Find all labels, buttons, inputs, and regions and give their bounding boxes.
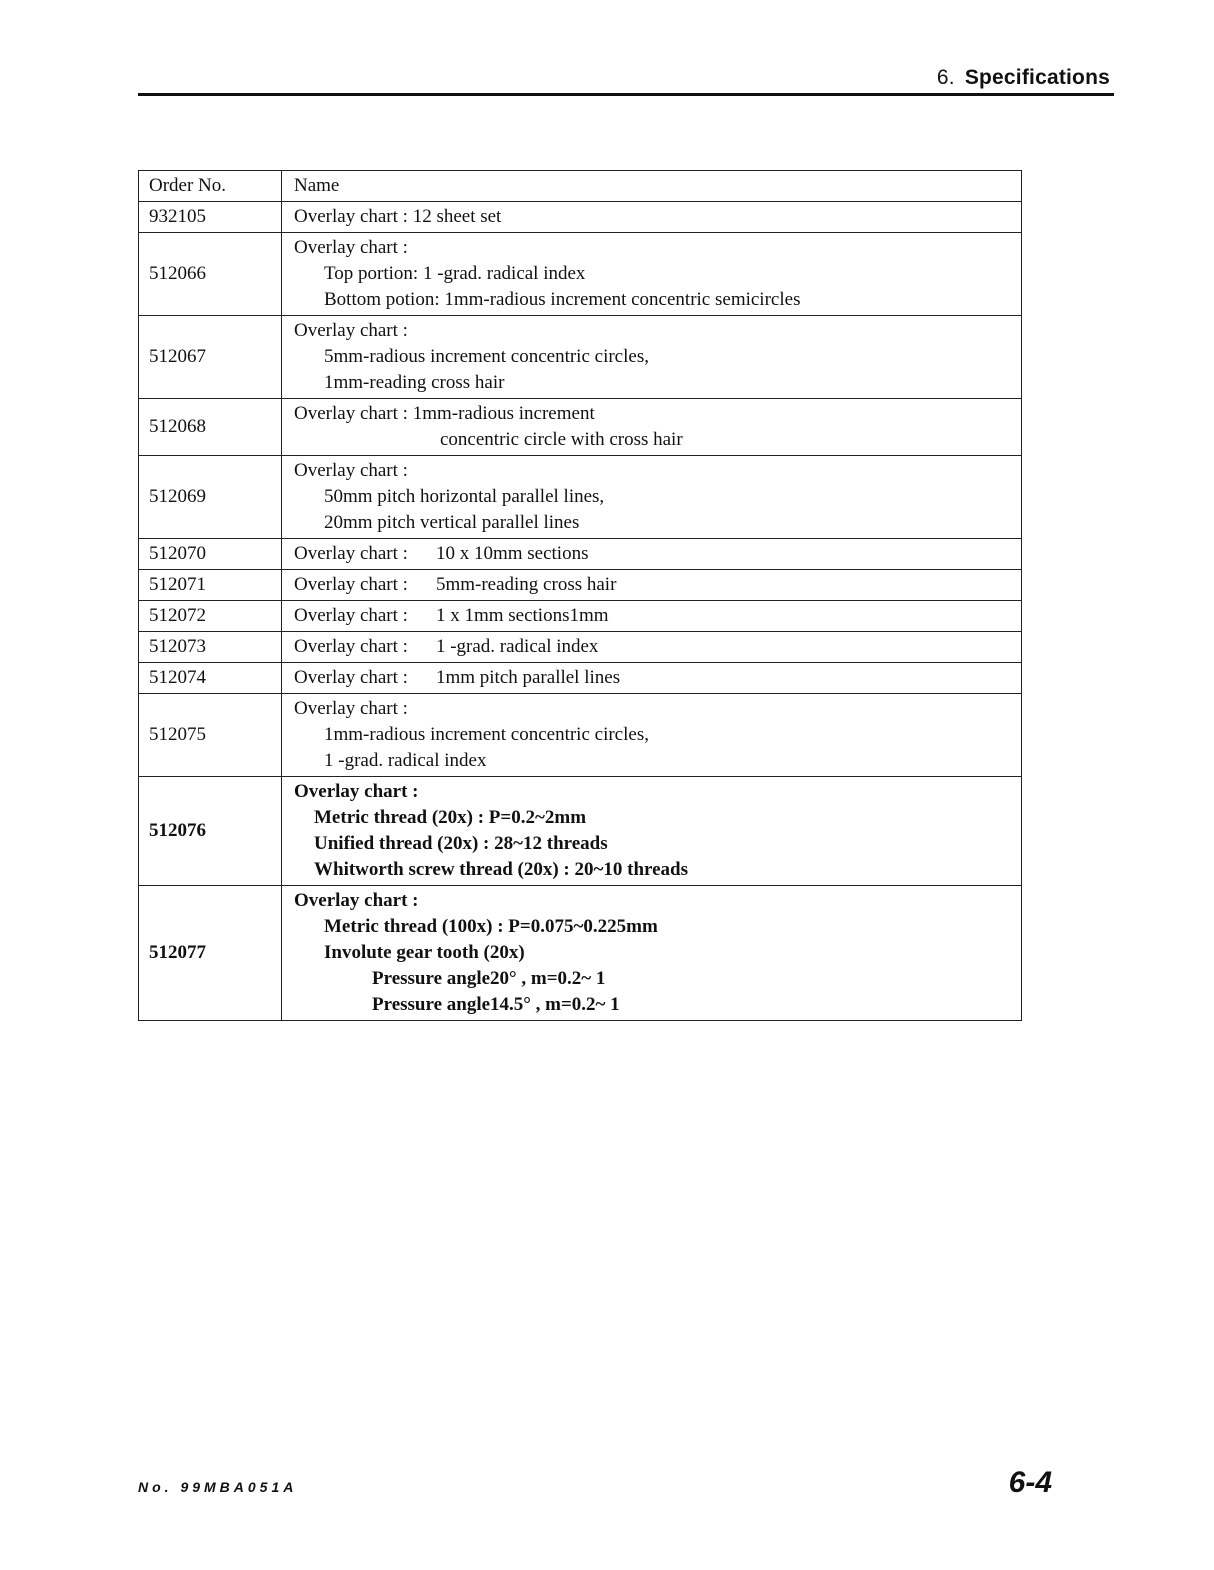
order-number: 512072 (139, 601, 282, 632)
item-line: Overlay chart : (294, 781, 419, 802)
table-row (139, 663, 1022, 694)
table-row (139, 601, 1022, 632)
item-detail: 1mm pitch parallel lines (435, 667, 621, 688)
item-name (282, 539, 1022, 570)
item-label: Overlay chart : (294, 667, 408, 688)
item-line: Overlay chart : (294, 237, 408, 258)
item-name (282, 886, 1022, 1021)
order-number: 512074 (139, 663, 282, 694)
item-name (282, 663, 1022, 694)
item-name (282, 777, 1022, 886)
item-name (282, 316, 1022, 399)
table-row (139, 233, 1022, 316)
item-line: 20mm pitch vertical parallel lines (324, 512, 580, 533)
item-line: 50mm pitch horizontal parallel lines, (324, 486, 605, 507)
item-detail: 1 -grad. radical index (435, 636, 599, 657)
order-number: 512077 (139, 886, 282, 1021)
header-rule (138, 93, 1114, 96)
item-label: Overlay chart : (294, 574, 408, 595)
section-title: Specifications (964, 66, 1110, 89)
item-line: Metric thread (20x) : P=0.2~2mm (314, 807, 587, 828)
item-line: Overlay chart : 1mm-radious increment (294, 403, 595, 424)
item-line: Overlay chart : (294, 890, 419, 911)
table-row (139, 886, 1022, 1021)
section-number: 6. (936, 66, 955, 89)
column-header-order: Order No. (139, 171, 282, 202)
column-header-name: Name (282, 171, 1022, 202)
document-number: No. 99MBA051A (138, 1479, 298, 1495)
item-name (282, 632, 1022, 663)
item-label: Overlay chart : (294, 543, 408, 564)
item-label: Overlay chart : (294, 636, 408, 657)
item-detail: 10 x 10mm sections (435, 543, 589, 564)
table-row (139, 694, 1022, 777)
item-name (282, 694, 1022, 777)
order-number: 512071 (139, 570, 282, 601)
section-heading (937, 66, 1110, 90)
order-number: 512076 (139, 777, 282, 886)
item-line: Whitworth screw thread (20x) : 20~10 threads (314, 859, 689, 880)
overlay-chart-table (138, 170, 1022, 1021)
table-row (139, 456, 1022, 539)
table-row (139, 539, 1022, 570)
item-name: Overlay chart : 12 sheet set (282, 202, 1022, 233)
item-name (282, 233, 1022, 316)
order-number: 932105 (139, 202, 282, 233)
item-line: Bottom potion: 1mm-radious increment concentric semicircles (324, 289, 801, 310)
table-row (139, 777, 1022, 886)
item-line: Top portion: 1 -grad. radical index (324, 263, 586, 284)
page-number: 6-4 (1008, 1466, 1052, 1499)
order-number: 512075 (139, 694, 282, 777)
item-detail: 5mm-reading cross hair (435, 574, 617, 595)
table-row (139, 632, 1022, 663)
order-number: 512069 (139, 456, 282, 539)
item-line: Metric thread (100x) : P=0.075~0.225mm (324, 916, 658, 937)
order-number: 512066 (139, 233, 282, 316)
item-name (282, 399, 1022, 456)
item-line: Overlay chart : (294, 320, 408, 341)
table-row (139, 202, 1022, 233)
item-line: 5mm-radious increment concentric circles, (324, 346, 649, 367)
item-line: Overlay chart : (294, 698, 408, 719)
item-line: concentric circle with cross hair (440, 429, 683, 450)
item-line: Overlay chart : (294, 460, 408, 481)
item-name (282, 456, 1022, 539)
item-detail: 1 x 1mm sections1mm (435, 605, 609, 626)
item-line: 1mm-reading cross hair (324, 372, 505, 393)
item-label: Overlay chart : (294, 605, 408, 626)
item-line: Pressure angle20° , m=0.2~ 1 (372, 968, 606, 989)
table-row (139, 316, 1022, 399)
table-row (139, 399, 1022, 456)
item-line: Unified thread (20x) : 28~12 threads (314, 833, 608, 854)
order-number: 512068 (139, 399, 282, 456)
item-line: 1mm-radious increment concentric circles, (324, 724, 649, 745)
table-header-row (139, 171, 1022, 202)
item-name (282, 570, 1022, 601)
order-number: 512073 (139, 632, 282, 663)
table-row (139, 570, 1022, 601)
item-line: 1 -grad. radical index (324, 750, 487, 771)
item-line: Involute gear tooth (20x) (324, 942, 525, 963)
item-line: Pressure angle14.5° , m=0.2~ 1 (372, 994, 620, 1015)
order-number: 512067 (139, 316, 282, 399)
item-name (282, 601, 1022, 632)
order-number: 512070 (139, 539, 282, 570)
